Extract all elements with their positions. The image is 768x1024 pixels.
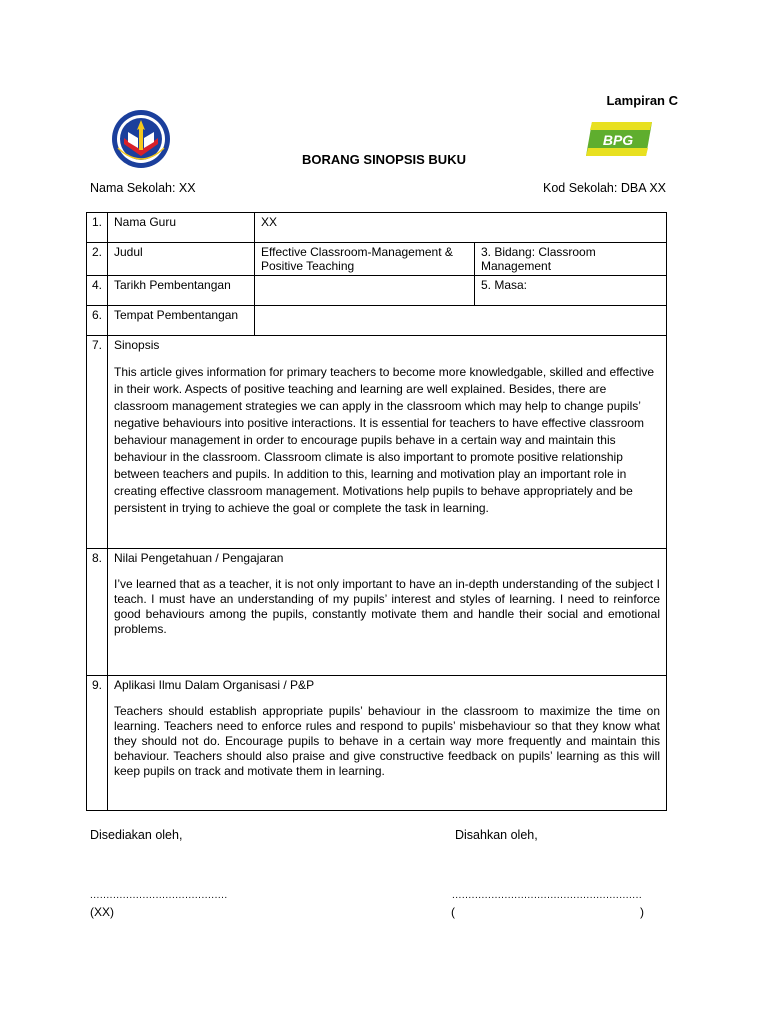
label-tempat: Tempat Pembentangan xyxy=(108,306,255,336)
aplikasi-text: Teachers should establish appropriate pupils’ behaviour in the classroom to maximize the time on learning. Teachers need to enforce rules and respond to pupils’ misbehaviour so that they know what they should not do. Encourage pupils to behave in a certain way more frequently and maintain this behaviour. Teachers should also praise and give constructive feedback on pupils’ learning as this will keep pupils on track and motivate them in learning. xyxy=(114,704,661,778)
row-number: 6. xyxy=(87,306,108,336)
approved-by-label: Disahkan oleh, xyxy=(455,828,538,842)
value-judul[interactable]: Effective Classroom-Management & Positive Teaching xyxy=(255,243,475,276)
row-judul xyxy=(87,243,667,276)
value-tarikh[interactable] xyxy=(255,276,475,306)
label-nilai: Nilai Pengetahuan / Pengajaran xyxy=(114,551,284,565)
row-number: 4. xyxy=(87,276,108,306)
label-judul: Judul xyxy=(108,243,255,276)
signature-line-right: .......................................................... xyxy=(452,890,643,901)
school-code: Kod Sekolah: DBA XX xyxy=(543,181,666,195)
school-name: Nama Sekolah: XX xyxy=(90,181,196,195)
label-nama-guru: Nama Guru xyxy=(108,213,255,243)
row-nama-guru xyxy=(87,213,667,243)
aplikasi-cell[interactable] xyxy=(108,676,667,811)
nilai-cell[interactable] xyxy=(108,549,667,676)
value-nama-guru[interactable]: XX xyxy=(255,213,667,243)
synopsis-form-table xyxy=(86,212,667,811)
row-number: 7. xyxy=(87,336,108,549)
bpg-logo-text: BPG xyxy=(602,132,634,148)
label-aplikasi: Aplikasi Ilmu Dalam Organisasi / P&P xyxy=(114,678,315,692)
approver-name-close: ) xyxy=(640,905,644,919)
row-number: 1. xyxy=(87,213,108,243)
row-tarikh xyxy=(87,276,667,306)
row-number: 8. xyxy=(87,549,108,676)
row-tempat xyxy=(87,306,667,336)
value-tempat[interactable] xyxy=(255,306,667,336)
label-sinopsis: Sinopsis xyxy=(114,338,160,352)
nilai-text: I’ve learned that as a teacher, it is not only important to have an in-depth understanding of the subject I teach. I must have an understanding of my pupils’ interest and styles of learning. I need to reinforce good behaviours among the pupils, constantly motivate them and handle their social and emotional problems. xyxy=(114,577,661,636)
approver-name-open: ( xyxy=(451,905,455,919)
prepared-by-label: Disediakan oleh, xyxy=(90,828,183,842)
row-aplikasi xyxy=(87,676,667,811)
value-masa[interactable]: 5. Masa: xyxy=(475,276,667,306)
row-nilai xyxy=(87,549,667,676)
row-number: 9. xyxy=(87,676,108,811)
row-sinopsis xyxy=(87,336,667,549)
label-tarikh: Tarikh Pembentangan xyxy=(108,276,255,306)
lampiran-label: Lampiran C xyxy=(606,93,678,108)
signature-line-left: .......................................... xyxy=(90,890,228,901)
preparer-name: (XX) xyxy=(90,905,114,919)
sinopsis-cell[interactable] xyxy=(108,336,667,549)
row-number: 2. xyxy=(87,243,108,276)
page-title: BORANG SINOPSIS BUKU xyxy=(302,152,466,167)
value-bidang[interactable]: 3. Bidang: Classroom Management xyxy=(475,243,667,276)
sinopsis-text: This article gives information for primary teachers to become more knowledgable, skilled and effective in their work. Aspects of positive teaching and learning are well explained. Besides, there are classroom management strategies we can apply in the classroom which may help to change pupils’ negative behaviours into positive interactions. It is essential for teachers to have effective classroom behaviour management in order to encourage pupils behave in a certain way and maintain this behaviour in the classroom. Classroom climate is also important to promote positive relationship between teachers and pupils. In addition to this, learning and motivation play an important role in creating effective classroom management. Motivations help pupils to behave appropriately and be persistent in trying to achieve the goal or complete the task in learning. xyxy=(114,365,655,515)
